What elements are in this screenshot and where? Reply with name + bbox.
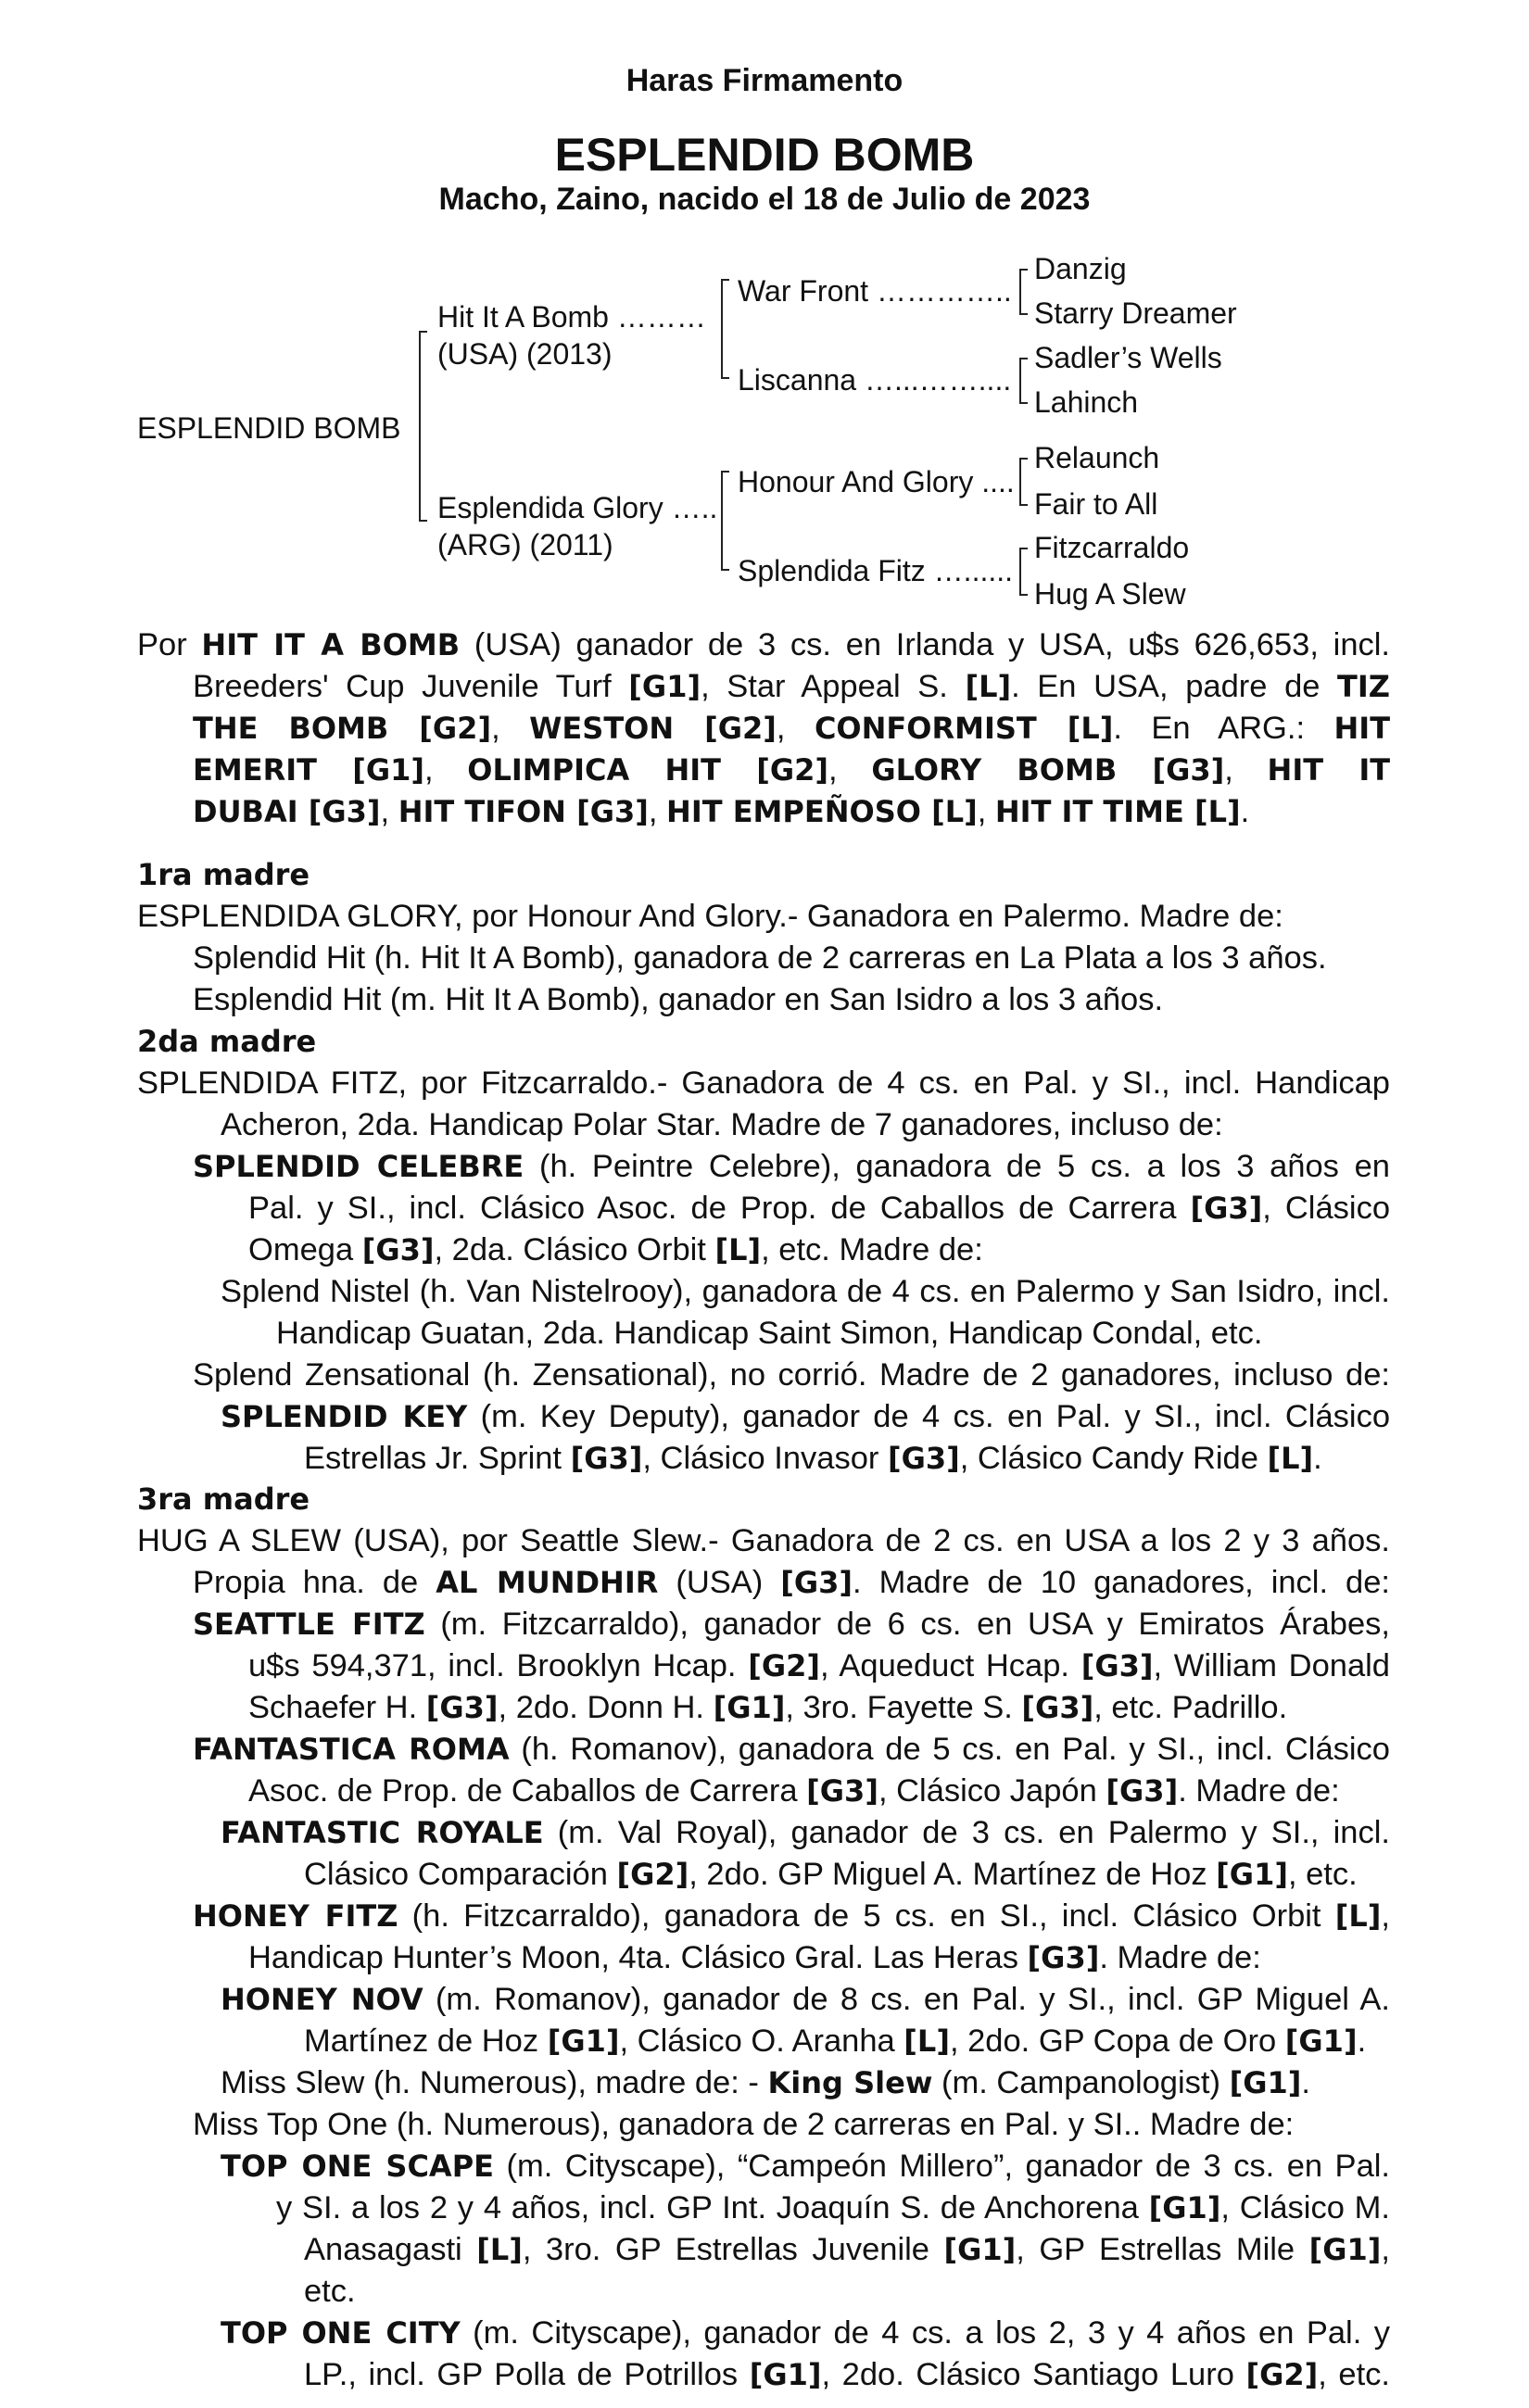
sire-line-3: THE BOMB [G2], WESTON [G2], CONFORMIST [L]. En ARG.: HIT	[193, 711, 1391, 746]
third-dam-line: HUG A SLEW (USA), por Seattle Slew.- Ganadora de 2 cs. en USA a los 2 y 3 años.	[137, 1523, 1390, 1558]
pedigree-ggp-1: Danzig	[1034, 252, 1127, 285]
pedigree-ggp-6: Fair to All	[1034, 487, 1158, 521]
third-dam-line: Miss Slew (h. Numerous), madre de: - King Slew (m. Campanologist) [G1].	[221, 2065, 1310, 2100]
pedigree-sire: Hit It A Bomb ………	[437, 300, 706, 334]
second-dam-line: Acheron, 2da. Handicap Polar Star. Madre de 7 ganadores, incluso de:	[221, 1107, 1223, 1142]
second-dam-line: Omega [G3], 2da. Clásico Orbit [L], etc. Madre de:	[248, 1232, 983, 1267]
pedigree-subject: ESPLENDID BOMB	[137, 411, 401, 445]
sire-line-1: Por HIT IT A BOMB (USA) ganador de 3 cs. en Irlanda y USA, u$s 626,653, incl.	[137, 627, 1391, 662]
third-dam-line: Anasagasti [L], 3ro. GP Estrellas Juvenile [G1], GP Estrellas Mile [G1], etc.	[304, 2232, 1390, 2309]
pedigree-dam: Esplendida Glory …..	[437, 491, 718, 524]
second-dam-line: SPLENDID KEY (m. Key Deputy), ganador de 4 cs. en Pal. y SI., incl. Clásico	[221, 1399, 1391, 1434]
first-dam-line: ESPLENDIDA GLORY, por Honour And Glory.- Ganadora en Palermo. Madre de:	[137, 899, 1283, 934]
third-dam-line: y SI. a los 2 y 4 años, incl. GP Int. Joaquín S. de Anchorena [G1], Clásico M.	[276, 2190, 1390, 2225]
second-dam-line: SPLENDID CELEBRE (h. Peintre Celebre), ganadora de 5 cs. a los 3 años en	[193, 1149, 1390, 1184]
first-dam-line: Splendid Hit (h. Hit It A Bomb), ganadora de 2 carreras en La Plata a los 3 años.	[193, 940, 1327, 976]
third-dam-line: Martínez de Hoz [G1], Clásico O. Aranha [L], 2do. GP Copa de Oro [G1].	[304, 2023, 1367, 2059]
third-dam-line: Asoc. de Prop. de Caballos de Carrera [G3], Clásico Japón [G3]. Madre de:	[248, 1773, 1340, 1809]
third-dam-line: HONEY NOV (m. Romanov), ganador de 8 cs. en Pal. y SI., incl. GP Miguel A.	[221, 1982, 1390, 2017]
third-dam-line: TOP ONE SCAPE (m. Cityscape), “Campeón Millero”, ganador de 3 cs. en Pal.	[221, 2149, 1391, 2184]
second-dam-line: Estrellas Jr. Sprint [G3], Clásico Invasor [G3], Clásico Candy Ride [L].	[304, 1441, 1322, 1476]
horse-title: ESPLENDID BOMB	[554, 129, 975, 181]
pedigree-sire-dam: Liscanna …...……....	[738, 363, 1012, 397]
third-dam-line: FANTASTICA ROMA (h. Romanov), ganadora de 5 cs. en Pal. y SI., incl. Clásico	[193, 1732, 1390, 1767]
pedigree-ggp-2: Starry Dreamer	[1034, 296, 1237, 330]
pedigree-dam-sire: Honour And Glory ....	[738, 465, 1015, 498]
second-dam-line: Handicap Guatan, 2da. Handicap Saint Simon, Handicap Condal, etc.	[276, 1316, 1263, 1351]
pedigree-sire-origin: (USA) (2013)	[437, 337, 613, 371]
third-dam-line: FANTASTIC ROYALE (m. Val Royal), ganador de 3 cs. en Palermo y SI., incl.	[221, 1815, 1390, 1850]
second-dam-section	[137, 1021, 1390, 1480]
third-dam-line: Clásico Comparación [G2], 2do. GP Miguel A. Martínez de Hoz [G1], etc.	[304, 1857, 1358, 1892]
pedigree-dam-origin: (ARG) (2011)	[437, 528, 613, 561]
sire-line-2: Breeders' Cup Juvenile Turf [G1], Star Appeal S. [L]. En USA, padre de TIZ	[193, 669, 1390, 704]
second-dam-heading: 2da madre	[137, 1024, 317, 1059]
second-dam-line: Splend Nistel (h. Van Nistelrooy), ganadora de 4 cs. en Palermo y San Isidro, incl.	[221, 1274, 1390, 1309]
third-dam-line: u$s 594,371, incl. Brooklyn Hcap. [G2], Aqueduct Hcap. [G3], William Donald	[248, 1648, 1390, 1683]
pedigree-sire-sire: War Front …………..	[738, 274, 1012, 308]
sire-line-4: EMERIT [G1], OLIMPICA HIT [G2], GLORY BOMB [G3], HIT IT	[193, 752, 1391, 788]
first-dam-line: Esplendid Hit (m. Hit It A Bomb), ganador en San Isidro a los 3 años.	[193, 982, 1164, 1017]
first-dam-heading: 1ra madre	[137, 857, 310, 892]
pedigree-ggp-5: Relaunch	[1034, 441, 1160, 474]
third-dam-section	[137, 1479, 1390, 2396]
horse-description: Macho, Zaino, nacido el 18 de Julio de 2023	[438, 182, 1091, 217]
third-dam-heading: 3ra madre	[137, 1481, 310, 1517]
second-dam-line: Pal. y SI., incl. Clásico Asoc. de Prop. de Caballos de Carrera [G3], Clásico	[248, 1191, 1391, 1226]
sire-line-5: DUBAI [G3], HIT TIFON [G3], HIT EMPEÑOSO [L], HIT IT TIME [L].	[193, 794, 1250, 829]
third-dam-line: Schaefer H. [G3], 2do. Donn H. [G1], 3ro. Fayette S. [G3], etc. Padrillo.	[248, 1690, 1288, 1725]
second-dam-line: SPLENDIDA FITZ, por Fitzcarraldo.- Ganadora de 4 cs. en Pal. y SI., incl. Handicap	[137, 1065, 1390, 1101]
sire-paragraph	[137, 624, 1390, 833]
third-dam-line: SEATTLE FITZ (m. Fitzcarraldo), ganador de 6 cs. en USA y Emiratos Árabes,	[193, 1607, 1391, 1642]
third-dam-line: Propia hna. de AL MUNDHIR (USA) [G3]. Madre de 10 ganadores, incl. de:	[193, 1565, 1390, 1600]
second-dam-line: Splend Zensational (h. Zensational), no corrió. Madre de 2 ganadores, incluso de:	[193, 1357, 1390, 1393]
third-dam-line: LP., incl. GP Polla de Potrillos [G1], 2do. Clásico Santiago Luro [G2], etc.	[304, 2357, 1390, 2392]
pedigree-dam-dam: Splendida Fitz …......	[738, 554, 1014, 587]
third-dam-line: HONEY FITZ (h. Fitzcarraldo), ganadora de 5 cs. en SI., incl. Clásico Orbit [L],	[193, 1898, 1390, 1934]
third-dam-line: TOP ONE CITY (m. Cityscape), ganador de 4 cs. a los 2, 3 y 4 años en Pal. y	[221, 2315, 1390, 2351]
third-dam-line: Miss Top One (h. Numerous), ganadora de 2 carreras en Pal. y SI.. Madre de:	[193, 2107, 1295, 2142]
pedigree-ggp-3: Sadler’s Wells	[1034, 341, 1222, 374]
pedigree-ggp-4: Lahinch	[1034, 385, 1139, 419]
third-dam-line: Handicap Hunter’s Moon, 4ta. Clásico Gral. Las Heras [G3]. Madre de:	[248, 1940, 1261, 1975]
first-dam-section	[137, 854, 1390, 1021]
pedigree-ggp-7: Fitzcarraldo	[1034, 531, 1190, 564]
farm-name: Haras Firmamento	[626, 63, 904, 98]
pedigree-ggp-8: Hug A Slew	[1034, 577, 1186, 611]
